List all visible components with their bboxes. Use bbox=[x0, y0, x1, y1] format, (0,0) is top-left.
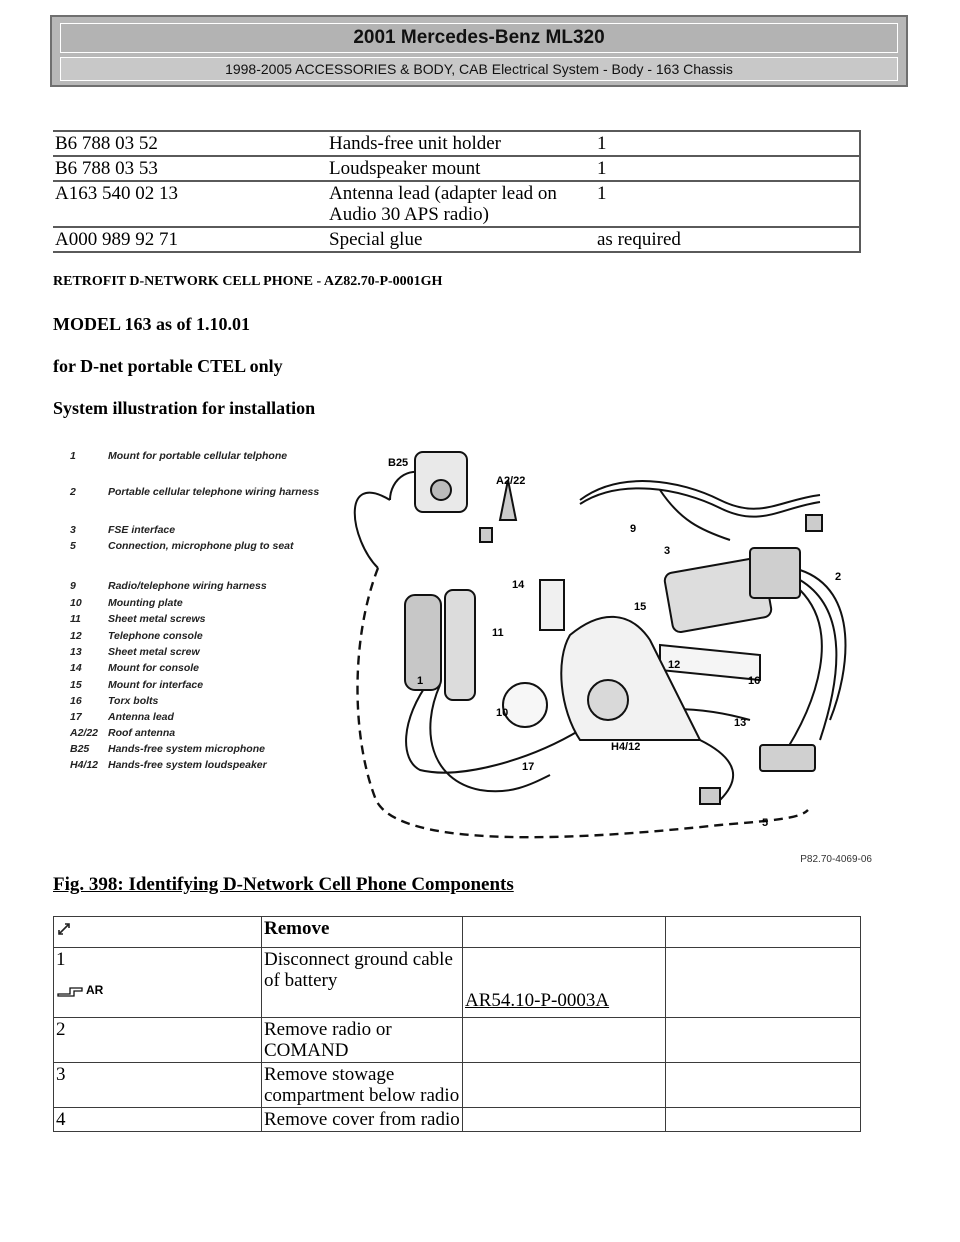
legend-number: H4/12 bbox=[70, 759, 99, 771]
legend-number: 3 bbox=[70, 524, 76, 536]
legend-number: 12 bbox=[70, 630, 82, 642]
callout-label: A2/22 bbox=[496, 475, 526, 487]
legend-number: 1 bbox=[70, 450, 76, 462]
remove-header: Remove bbox=[262, 917, 463, 948]
reference-cell bbox=[463, 1108, 666, 1132]
callout-label: 17 bbox=[522, 761, 535, 773]
quantity-cell: 1 bbox=[595, 181, 860, 227]
connector-plug bbox=[480, 528, 492, 542]
description-cell: Loudspeaker mount bbox=[327, 156, 595, 181]
callout-label: 9 bbox=[630, 523, 637, 535]
phone-mount-cradle bbox=[445, 590, 475, 700]
legend-text: Portable cellular telephone wiring harness bbox=[108, 486, 320, 498]
model-line: MODEL 163 as of 1.10.01 bbox=[53, 314, 251, 334]
callout-label: H4/12 bbox=[611, 741, 641, 753]
step-text: Remove cover from radio bbox=[262, 1108, 463, 1132]
telephone-console bbox=[561, 617, 700, 740]
figure-code: P82.70-4069-06 bbox=[800, 854, 872, 865]
component-illustration bbox=[60, 440, 880, 865]
step-text: Remove radio or COMAND bbox=[262, 1018, 463, 1063]
callout-label: 10 bbox=[496, 707, 509, 719]
callout-label: 14 bbox=[512, 579, 525, 591]
illustration-heading: System illustration for installation bbox=[53, 398, 316, 418]
figure-caption: Fig. 398: Identifying D-Network Cell Phone Components bbox=[53, 874, 514, 895]
legend-number: 11 bbox=[70, 613, 81, 625]
legend-text: Antenna lead bbox=[108, 711, 174, 723]
part-number-cell: A000 989 92 71 bbox=[53, 227, 327, 252]
document-subtitle: 1998-2005 ACCESSORIES & BODY, CAB Electrical System - Body - 163 Chassis bbox=[60, 57, 898, 81]
scope-line: for D-net portable CTEL only bbox=[53, 356, 283, 376]
quantity-cell: 1 bbox=[595, 156, 860, 181]
description-cell: Hands-free unit holder bbox=[327, 131, 595, 156]
table-row bbox=[54, 948, 861, 1018]
legend-number: 16 bbox=[70, 695, 82, 707]
parts-table bbox=[53, 130, 861, 253]
legend-number: 9 bbox=[70, 580, 76, 592]
step-number: 1 bbox=[56, 949, 66, 970]
legend-text: Telephone console bbox=[108, 630, 203, 642]
mount-for-console bbox=[540, 580, 564, 630]
connector-plug bbox=[806, 515, 822, 531]
page-header bbox=[50, 15, 908, 87]
callout-label: 3 bbox=[664, 545, 671, 557]
legend-text: Connection, microphone plug to seat bbox=[108, 540, 294, 552]
legend-number: 14 bbox=[70, 662, 82, 674]
table-row bbox=[54, 1018, 861, 1063]
loudspeaker-icon bbox=[588, 680, 628, 720]
legend-number: 2 bbox=[70, 486, 76, 498]
step-number: 4 bbox=[54, 1108, 262, 1132]
step-text: Remove stowage compartment below radio bbox=[262, 1063, 463, 1108]
microphone-icon bbox=[431, 480, 451, 500]
microphone-seat-plug bbox=[700, 788, 720, 804]
legend-number: A2/22 bbox=[70, 727, 99, 739]
callout-label: 12 bbox=[668, 659, 681, 671]
reference-cell bbox=[463, 1018, 666, 1063]
removal-steps-table bbox=[53, 916, 861, 1132]
legend-text: Mount for console bbox=[108, 662, 199, 674]
interface-connector bbox=[750, 548, 800, 598]
callout-label: 2 bbox=[835, 571, 842, 583]
callout-label: 15 bbox=[634, 601, 647, 613]
mounting-plate bbox=[503, 683, 547, 727]
wiring-diagram bbox=[60, 440, 880, 865]
description-cell: Special glue bbox=[327, 227, 595, 252]
callout-label: 5 bbox=[762, 817, 769, 829]
table-row bbox=[53, 181, 860, 227]
step-text: Disconnect ground cable of battery bbox=[262, 948, 463, 1018]
reference-cell bbox=[463, 948, 666, 1018]
step-number-cell bbox=[54, 948, 262, 1018]
callout-label: 11 bbox=[492, 627, 504, 639]
part-number-cell: A163 540 02 13 bbox=[53, 181, 327, 227]
legend-text: Mounting plate bbox=[108, 597, 183, 609]
legend-number: B25 bbox=[70, 743, 90, 755]
pointing-hand-icon bbox=[56, 983, 84, 999]
legend-number: 13 bbox=[70, 646, 82, 658]
expand-cell bbox=[54, 917, 262, 948]
legend-text: FSE interface bbox=[108, 524, 176, 536]
part-number-cell: B6 788 03 53 bbox=[53, 156, 327, 181]
table-row bbox=[54, 1108, 861, 1132]
step-number: 3 bbox=[54, 1063, 262, 1108]
legend-text: Roof antenna bbox=[108, 727, 176, 739]
legend-text: Mount for interface bbox=[108, 679, 204, 691]
reference-cell bbox=[463, 1063, 666, 1108]
connector-block bbox=[760, 745, 815, 771]
description-cell: Antenna lead (adapter lead on Audio 30 APS radio) bbox=[327, 181, 595, 227]
legend-text: Mount for portable cellular telphone bbox=[108, 450, 288, 462]
part-number-cell: B6 788 03 52 bbox=[53, 131, 327, 156]
legend-text: Hands-free system loudspeaker bbox=[108, 759, 267, 771]
table-row bbox=[53, 227, 860, 252]
procedure-title: RETROFIT D-NETWORK CELL PHONE - AZ82.70-P-0001GH bbox=[53, 274, 443, 289]
quantity-cell: as required bbox=[595, 227, 860, 252]
table-row bbox=[53, 131, 860, 156]
ar-reference-icon[interactable] bbox=[56, 980, 259, 1001]
legend-text: Sheet metal screw bbox=[108, 646, 200, 658]
legend-number: 17 bbox=[70, 711, 82, 723]
callout-label: 1 bbox=[417, 675, 424, 687]
expand-icon[interactable] bbox=[56, 921, 72, 937]
quantity-cell: 1 bbox=[595, 131, 860, 156]
callout-label: 16 bbox=[748, 675, 761, 687]
table-row bbox=[54, 1063, 861, 1108]
legend-number: 15 bbox=[70, 679, 82, 691]
document-title: 2001 Mercedes-Benz ML320 bbox=[60, 23, 898, 53]
callout-label: 13 bbox=[734, 717, 747, 729]
table-row bbox=[53, 156, 860, 181]
legend-text: Sheet metal screws bbox=[108, 613, 206, 625]
ar-reference-link[interactable]: AR54.10-P-0003A bbox=[465, 990, 610, 1011]
legend-text: Hands-free system microphone bbox=[108, 743, 265, 755]
legend-number: 10 bbox=[70, 597, 82, 609]
legend-text: Radio/telephone wiring harness bbox=[108, 580, 267, 592]
legend-text: Torx bolts bbox=[108, 695, 159, 707]
table-header-row bbox=[54, 917, 861, 948]
ar-icon-label: AR bbox=[86, 983, 104, 997]
callout-label: B25 bbox=[388, 457, 409, 469]
legend-number: 5 bbox=[70, 540, 76, 552]
step-number: 2 bbox=[54, 1018, 262, 1063]
